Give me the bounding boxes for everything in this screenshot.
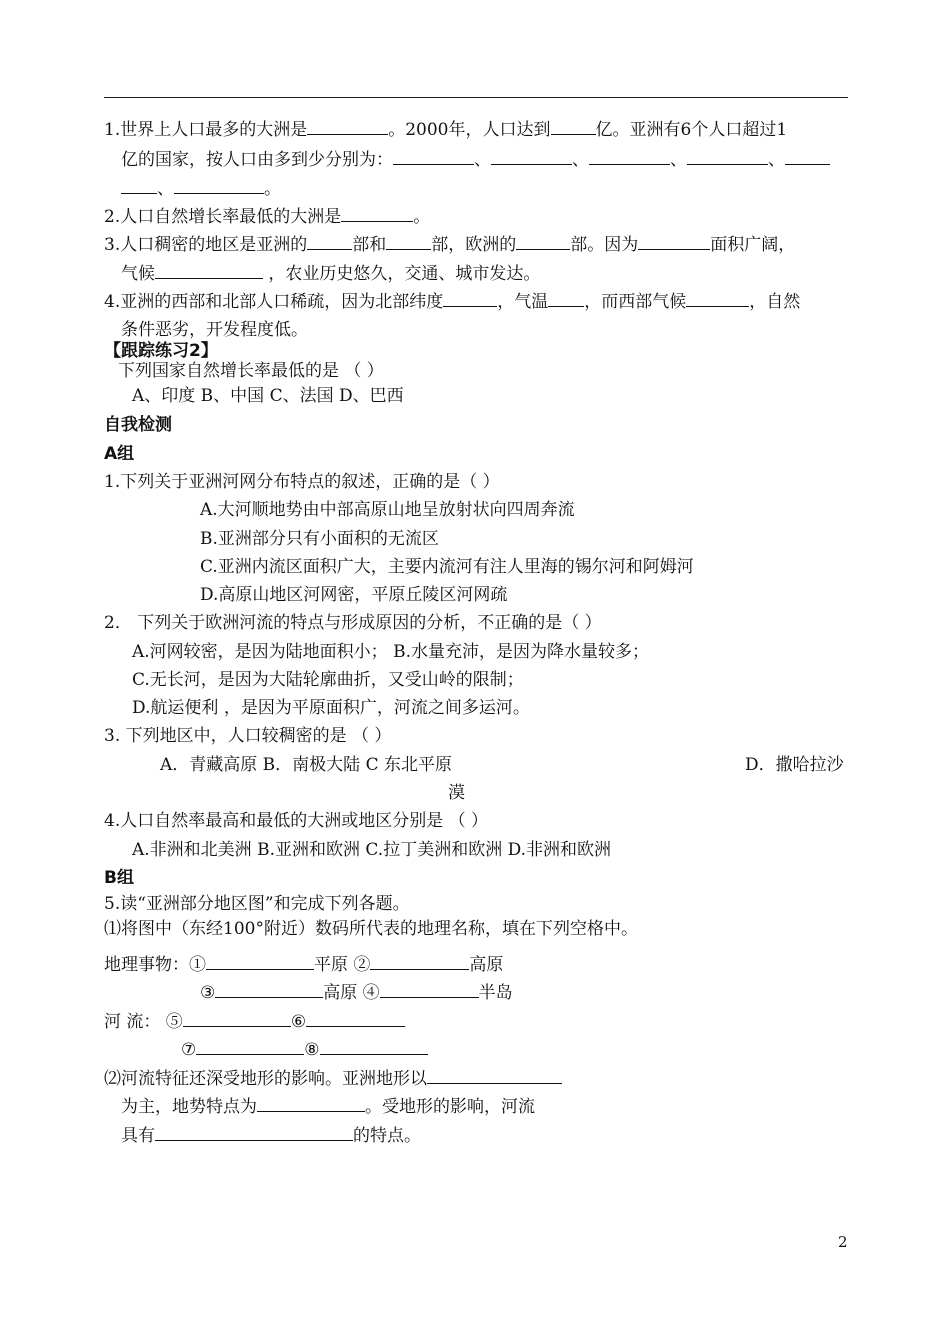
text-line: 3. 下列地区中，人口较稠密的是 （ ） bbox=[104, 726, 392, 746]
answer-blank[interactable] bbox=[174, 177, 264, 194]
answer-blank[interactable] bbox=[206, 953, 314, 970]
answer-blank[interactable] bbox=[393, 148, 474, 165]
text-line: 为主，地势特点为 。受地形的影响，河流 bbox=[121, 1097, 535, 1117]
answer-blank[interactable] bbox=[306, 1010, 405, 1027]
text-line: D.高原山地区河网密，平原丘陵区河网疏 bbox=[200, 585, 508, 605]
text-line: 【跟踪练习2】 bbox=[104, 341, 218, 361]
text-line: ③ 高原 ④ 半岛 bbox=[200, 983, 513, 1003]
text-line: 气候 ，农业历史悠久，交通、城市发达。 bbox=[121, 264, 541, 284]
answer-blank[interactable] bbox=[320, 1038, 428, 1055]
text-line: A组 bbox=[104, 444, 135, 464]
text-line: 漠 bbox=[448, 783, 465, 803]
text-line: D.航运便利 ，是因为平原面积广，河流之间多运河。 bbox=[132, 698, 530, 718]
answer-blank[interactable] bbox=[548, 290, 584, 307]
answer-blank[interactable] bbox=[121, 177, 157, 194]
text-line: C.无长河，是因为大陆轮廓曲折，又受山岭的限制； bbox=[132, 670, 524, 690]
text-line: 4.亚洲的西部和北部人口稀疏，因为北部纬度 ，气温 ，而西部气候 ，自然 bbox=[104, 292, 801, 312]
answer-blank[interactable] bbox=[589, 148, 670, 165]
answer-blank[interactable] bbox=[155, 262, 263, 279]
text-line: 具有 的特点。 bbox=[121, 1126, 421, 1146]
answer-blank[interactable] bbox=[443, 290, 497, 307]
header-rule bbox=[104, 97, 848, 98]
answer-blank[interactable] bbox=[370, 953, 469, 970]
answer-blank[interactable] bbox=[155, 1124, 353, 1141]
answer-blank[interactable] bbox=[427, 1067, 562, 1084]
answer-blank[interactable] bbox=[196, 1038, 304, 1055]
text-line: ⑵河流特征还深受地形的影响。亚洲地形以 bbox=[104, 1067, 562, 1090]
answer-blank[interactable] bbox=[686, 290, 749, 307]
text-line: ⑴将图中（东经100°附近）数码所代表的地理名称，填在下列空格中。 bbox=[104, 919, 638, 939]
page-number: 2 bbox=[838, 1233, 848, 1251]
answer-blank[interactable] bbox=[687, 148, 768, 165]
text-line: 亿的国家，按人口由多到少分别为： 、 、 、 、 bbox=[121, 148, 830, 171]
text-line: B组 bbox=[104, 868, 134, 888]
text-line: 地理事物：① 平原 ② 高原 bbox=[104, 955, 504, 975]
answer-blank[interactable] bbox=[551, 118, 596, 135]
text-line: 、 。 bbox=[121, 177, 281, 200]
text-line: 条件恶劣，开发程度低。 bbox=[121, 320, 308, 340]
text-line: 下列国家自然增长率最低的是 （ ） bbox=[118, 361, 384, 381]
answer-blank[interactable] bbox=[516, 233, 570, 250]
answer-blank[interactable] bbox=[341, 205, 413, 222]
text-line: 4.人口自然率最高和最低的大洲或地区分别是 （ ） bbox=[104, 811, 489, 831]
text-line: 河 流： ⑤ ⑥ bbox=[104, 1010, 405, 1033]
text-line: 3.人口稠密的地区是亚洲的 部和 部，欧洲的 部。因为 面积广阔， bbox=[104, 235, 796, 255]
text-line: 2． 下列关于欧洲河流的特点与形成原因的分析，不正确的是（ ） bbox=[104, 613, 602, 633]
text-line: C.亚洲内流区面积广大，主要内流河有注人里海的锡尔河和阿姆河 bbox=[200, 557, 694, 577]
text-line: B.亚洲部分只有小面积的无流区 bbox=[200, 529, 439, 549]
text-line: 自我检测 bbox=[104, 415, 172, 435]
answer-blank[interactable] bbox=[638, 233, 710, 250]
answer-blank[interactable] bbox=[307, 118, 388, 135]
text-line: 2.人口自然增长率最低的大洲是 。 bbox=[104, 207, 431, 227]
answer-blank[interactable] bbox=[386, 233, 431, 250]
text-line: D．撒哈拉沙 bbox=[745, 755, 844, 775]
text-line: 5.读“亚洲部分地区图”和完成下列各题。 bbox=[104, 894, 410, 914]
text-line: 1.世界上人口最多的大洲是 。2000年，人口达到 亿。亚洲有6个人口超过1 bbox=[104, 120, 788, 140]
answer-blank[interactable] bbox=[380, 981, 479, 998]
text-line: A．青藏高原 B．南极大陆 C 东北平原 bbox=[160, 755, 452, 775]
answer-blank[interactable] bbox=[257, 1095, 365, 1112]
answer-blank[interactable] bbox=[183, 1010, 291, 1027]
text-line: A.河网较密，是因为陆地面积小； B.水量充沛，是因为降水量较多； bbox=[132, 642, 649, 662]
text-line: A.大河顺地势由中部高原山地呈放射状向四周奔流 bbox=[200, 500, 575, 520]
text-line: 1.下列关于亚洲河网分布特点的叙述，正确的是（ ） bbox=[104, 472, 500, 492]
answer-blank[interactable] bbox=[307, 233, 352, 250]
text-line: ⑦ ⑧ bbox=[181, 1038, 428, 1061]
answer-blank[interactable] bbox=[785, 148, 830, 165]
answer-blank[interactable] bbox=[491, 148, 572, 165]
answer-blank[interactable] bbox=[215, 981, 323, 998]
text-line: A、印度 B、中国 C、法国 D、巴西 bbox=[132, 386, 404, 406]
text-line: A.非洲和北美洲 B.亚洲和欧洲 C.拉丁美洲和欧洲 D.非洲和欧洲 bbox=[132, 840, 612, 860]
